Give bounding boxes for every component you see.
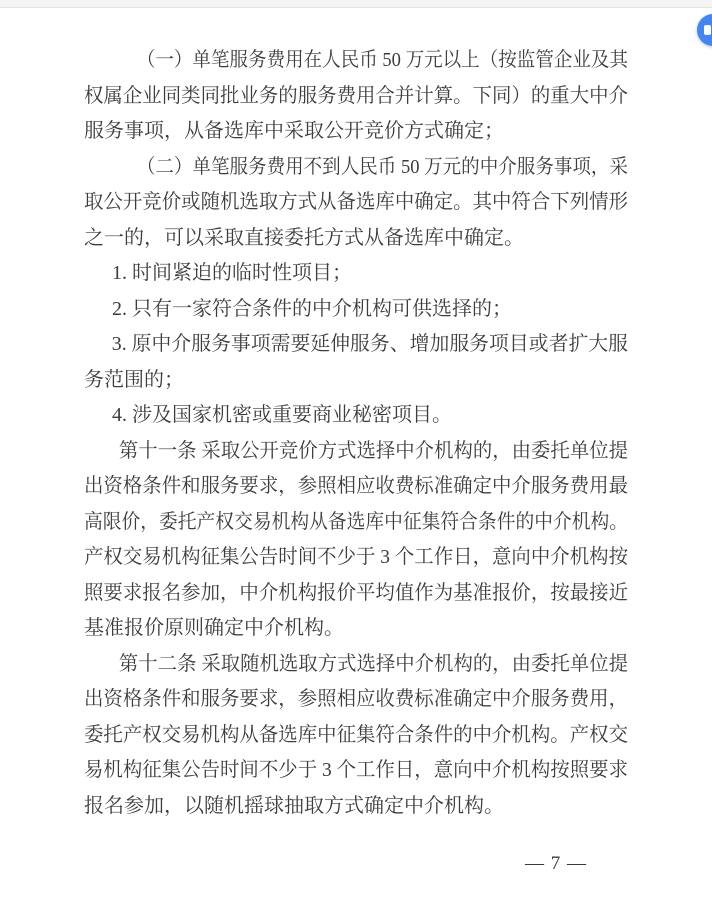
document-line: 委托产权交易机构从备选库中征集符合条件的中介机构。产权交 [84, 723, 628, 746]
document-line: 产权交易机构征集公告时间不少于 3 个工作日，意向中介机构按 [84, 546, 628, 568]
document-line: 之一的，可以采取直接委托方式从备选库中确定。 [84, 226, 524, 249]
document-line: 2. 只有一家符合条件的中介机构可供选择的； [112, 297, 512, 320]
document-line: （一）单笔服务费用在人民币 50 万元以上（按监管企业及其 [136, 49, 628, 71]
document-line: 照要求报名参加，中介机构报价平均值作为基准报价，按最接近 [84, 581, 628, 604]
document-line: 3. 原中介服务事项需要延伸服务、增加服务项目或者扩大服 [111, 333, 628, 355]
document-line: 4. 涉及国家机密或重要商业秘密项目。 [112, 404, 452, 426]
document-line: （二）单笔服务费用不到人民币 50 万元的中介服务事项，采 [136, 155, 628, 178]
document-line: 1. 时间紧迫的临时性项目； [112, 262, 352, 284]
document-line: 权属企业同类同批业务的服务费用合并计算。下同）的重大中介 [84, 84, 628, 107]
document-line: 第十一条 采取公开竞价方式选择中介机构的，由委托单位提 [118, 439, 628, 462]
document-line: 出资格条件和服务要求，参照相应收费标准确定中介服务费用， [84, 688, 628, 710]
document-page [84, 43, 628, 824]
document-line: 服务事项，从备选库中采取公开竞价方式确定； [84, 120, 504, 142]
viewer-top-bar [0, 0, 712, 8]
document-body [84, 43, 628, 824]
document-line: 第十二条 采取随机选取方式选择中介机构的，由委托单位提 [118, 652, 628, 675]
document-line: 易机构征集公告时间不少于 3 个工作日，意向中介机构按照要求 [84, 759, 628, 781]
document-line: 出资格条件和服务要求，参照相应收费标准确定中介服务费用最 [84, 475, 628, 497]
document-line: 报名参加，以随机摇球抽取方式确定中介机构。 [84, 794, 504, 817]
document-line: 取公开竞价或随机选取方式从备选库中确定。其中符合下列情形 [84, 191, 628, 213]
floating-widget-icon [704, 25, 711, 35]
page-number: — 7 — [525, 853, 587, 874]
document-line: 基准报价原则确定中介机构。 [84, 617, 344, 639]
floating-action-button[interactable] [697, 14, 712, 46]
document-line: 务范围的； [84, 368, 184, 391]
document-line: 高限价，委托产权交易机构从备选库中征集符合条件的中介机构。 [84, 510, 628, 533]
